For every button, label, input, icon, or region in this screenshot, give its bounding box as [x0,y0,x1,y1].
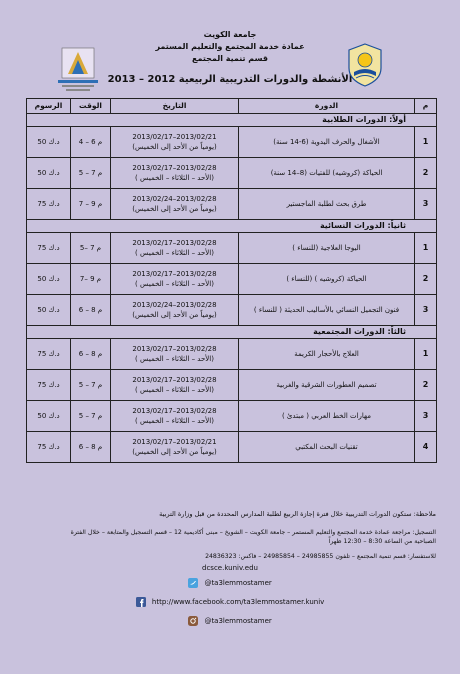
document-title: الأنشطة والدورات التدريبية الربيعية 2012 – 2013 [107,74,353,85]
num-cell: 1 [415,339,437,370]
num-header: م [415,99,437,114]
date-cell [111,401,239,432]
department-name: قسم تنمية المجتمع [192,54,268,63]
course-cell: مهارات الخط العربي ( مبتدئ ) [239,401,415,432]
date-days: ( الأحد – الثلاثاء – الخميس) [135,417,214,425]
date-range: 2013/02/17–2013/02/28 [132,407,217,415]
date-range: 2013/02/17–2013/02/21 [132,133,217,141]
section-title: ثانياً: الدورات النسائية [27,220,437,233]
registration-text: التسجيل: مراجعة عمادة خدمة المجتمع والتعليم المستمر – جامعة الكويت – الشويخ – مبنى أكاديمية 12 – قسم التسجيل والمتابعة – خلال الفترة [70,529,436,536]
time-cell: 6 – 8 م [71,432,111,463]
num-cell: 1 [415,127,437,158]
fee-cell: 50 د.ك [27,401,71,432]
date-days: (يومياً من الأحد إلى الخميس) [132,448,217,456]
course-cell: تصميم العطورات الشرقية والغربية [239,370,415,401]
num-cell: 2 [415,264,437,295]
university-name: جامعة الكويت [203,30,257,39]
fee-cell: 75 د.ك [27,233,71,264]
time-cell: 5 – 7 م [71,401,111,432]
section-header-row [27,220,437,233]
instagram-row[interactable] [0,616,460,626]
date-cell [111,233,239,264]
date-days: (يومياً من الأحد إلى الخميس) [132,205,217,213]
courses-table [26,98,437,463]
fee-cell: 50 د.ك [27,158,71,189]
table-row [27,295,437,326]
table-header-row [27,99,437,114]
date-cell [111,264,239,295]
date-days: ( الأحد – الثلاثاء – الخميس) [135,280,214,288]
date-range: 2013/02/24–2013/02/28 [132,301,217,309]
num-cell: 4 [415,432,437,463]
num-cell: 2 [415,158,437,189]
fee-cell: 50 د.ك [27,127,71,158]
section-title: ثالثاً: الدورات المجتمعية [27,326,437,339]
document-header [0,0,460,100]
date-range: 2013/02/17–2013/02/28 [132,270,217,278]
time-cell: 6 – 8 م [71,339,111,370]
website-link[interactable]: dcsce.kuniv.edu [202,564,258,572]
course-header: الدورة [239,99,415,114]
course-cell: طرق بحث لطلبة الماجستير [239,189,415,220]
date-cell [111,432,239,463]
date-days: ( الأحد – الثلاثاء – الخميس) [135,174,214,182]
course-cell: تقنيات البحث المكتبي [239,432,415,463]
date-cell [111,295,239,326]
num-cell: 3 [415,295,437,326]
fee-header: الرسوم [27,99,71,114]
fee-cell: 75 د.ك [27,370,71,401]
date-cell [111,189,239,220]
date-days: (يومياً من الأحد إلى الخميس) [132,143,217,151]
fee-cell: 75 د.ك [27,189,71,220]
kuwait-university-logo-icon [346,42,384,88]
date-days: ( الأحد – الثلاثاء – الخميس) [135,386,214,394]
date-cell [111,370,239,401]
date-days: ( الأحد – الثلاثاء – الخميس) [135,355,214,363]
table-row [27,127,437,158]
deanship-logo-icon [54,42,102,94]
table-row [27,158,437,189]
courses-table-body [27,114,437,463]
fee-cell: 50 د.ك [27,264,71,295]
instagram-icon [188,616,198,626]
course-cell: الأشغال والحرف اليدوية (6-14 سنة) [239,127,415,158]
num-cell: 3 [415,189,437,220]
table-row [27,339,437,370]
twitter-row[interactable] [0,578,460,588]
course-cell: الحياكة (كروشيه ) (للنساء ) [239,264,415,295]
courses-table-wrapper [26,98,436,500]
section-header-row [27,326,437,339]
section-title: أولاً: الدورات الطلابية [27,114,437,127]
table-row [27,401,437,432]
date-range: 2013/02/17–2013/02/28 [132,376,217,384]
twitter-icon [188,578,198,588]
course-cell: الحياكة (كروشيه) للفتيات (8–14 سنة) [239,158,415,189]
num-cell: 1 [415,233,437,264]
instagram-handle: @ta3lemmostamer [204,617,272,625]
date-cell [111,127,239,158]
date-range: 2013/02/17–2013/02/28 [132,345,217,353]
date-days: (يومياً من الأحد إلى الخميس) [132,311,217,319]
date-range: 2013/02/17–2013/02/28 [132,239,217,247]
course-cell: العلاج بالأحجار الكريمة [239,339,415,370]
date-range: 2013/02/17–2013/02/28 [132,164,217,172]
table-row [27,432,437,463]
course-cell: فنون التجميل النسائي بالأساليب الحديثة ( للنساء ) [239,295,415,326]
date-range: 2013/02/24–2013/02/28 [132,195,217,203]
time-cell: 5– 7 م [71,233,111,264]
date-cell [111,158,239,189]
deanship-name: عمادة خدمة المجتمع والتعليم المستمر [155,42,305,51]
section-header-row [27,114,437,127]
fee-cell: 50 د.ك [27,295,71,326]
facebook-row[interactable] [0,597,460,607]
table-row [27,233,437,264]
table-row [27,264,437,295]
num-cell: 3 [415,401,437,432]
date-header: التاريخ [111,99,239,114]
facebook-url: http://www.facebook.com/ta3lemmostamer.kuniv [151,598,325,606]
time-cell: 6 – 8 م [71,295,111,326]
time-cell: 5 – 7 م [71,370,111,401]
time-header: الوقت [71,99,111,114]
table-row [27,189,437,220]
time-cell: 7 – 9 م [71,189,111,220]
course-cell: اليوجا العلاجية (للنساء ) [239,233,415,264]
time-cell: 4 – 6 م [71,127,111,158]
date-days: ( الأحد – الثلاثاء – الخميس) [135,249,214,257]
table-row [27,370,437,401]
fee-cell: 75 د.ك [27,339,71,370]
fee-cell: 75 د.ك [27,432,71,463]
num-cell: 2 [415,370,437,401]
note-text: ملاحظة: ستكون الدورات التدريبية خلال فترة إجازة الربيع لطلبة المدارس المحددة من قبل وزارة التربية [159,510,436,518]
inquiries-text: للاستفسار: قسم تنمية المجتمع – تلفون 24985855 – 24985854 – فاكس: 24836323 [205,553,436,560]
time-cell: 7– 9 م [71,264,111,295]
registration-hours: الصباحية من الساعة 8:30 – 12:30 ظهراً [328,538,436,545]
twitter-handle: @ta3lemmostamer [204,579,272,587]
time-cell: 5 – 7 م [71,158,111,189]
date-range: 2013/02/17–2013/02/21 [132,438,217,446]
facebook-icon [136,597,146,607]
date-cell [111,339,239,370]
